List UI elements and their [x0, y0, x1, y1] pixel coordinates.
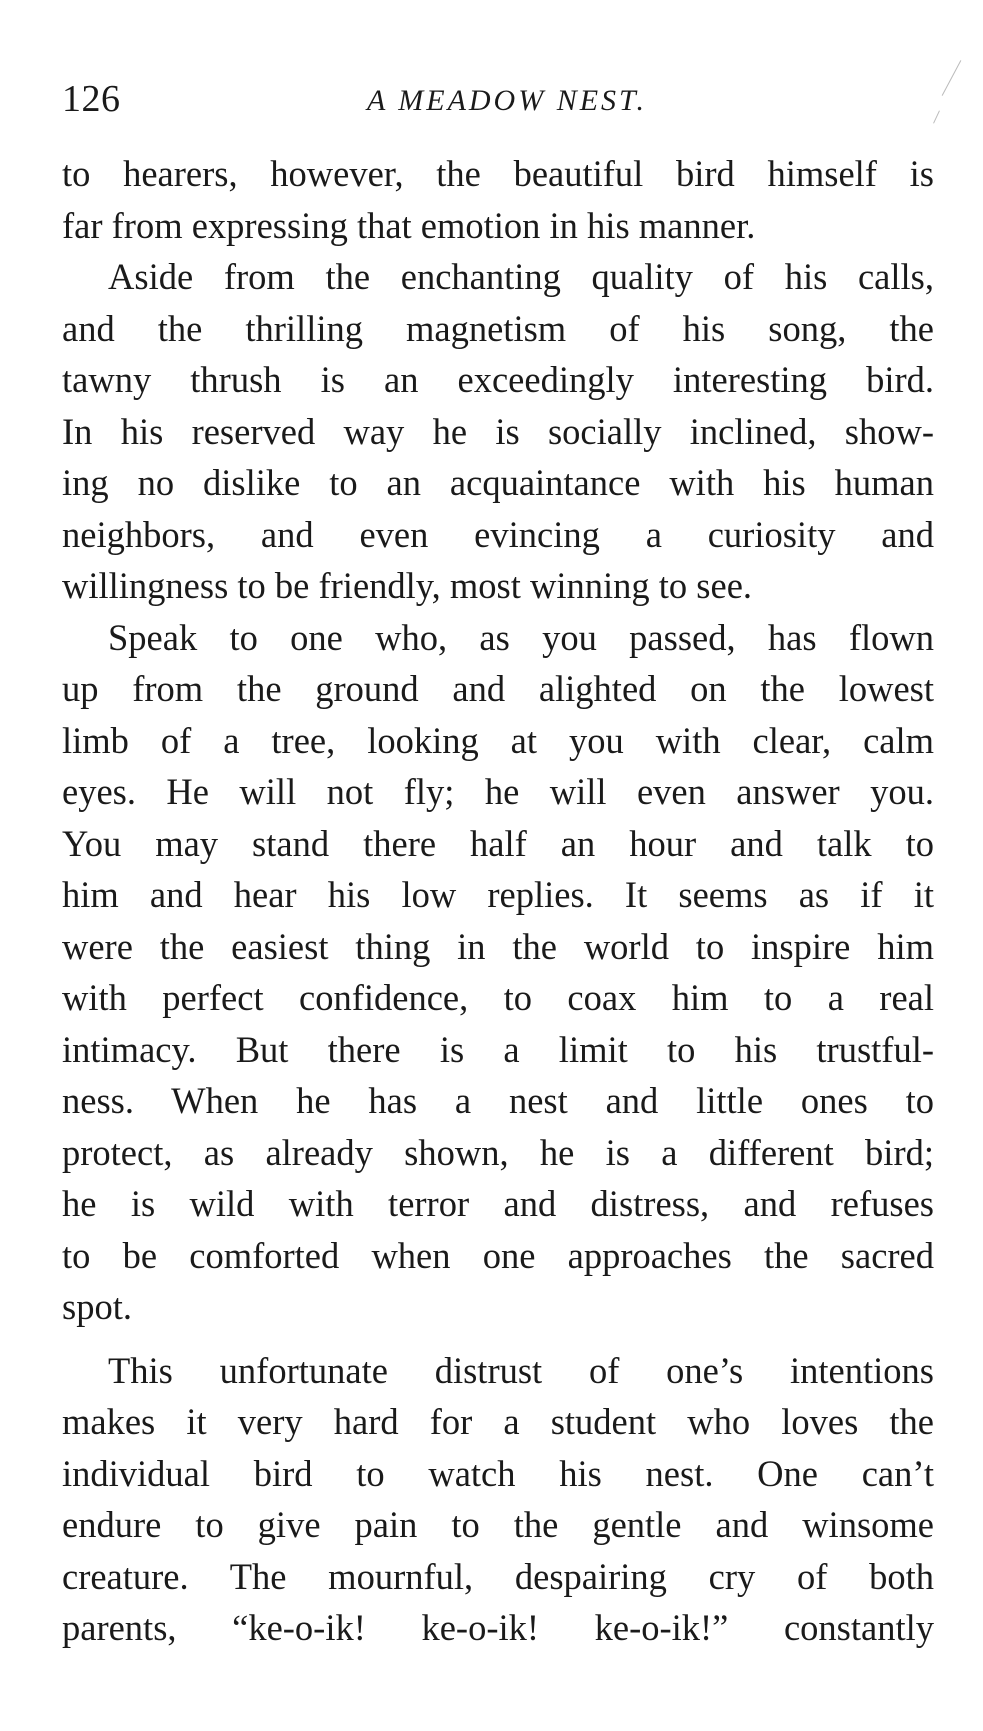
text-line: to hearers, however, the beautiful bird himself is [62, 153, 934, 194]
text-line: parents, “ke-o-ik! ke-o-ik! ke-o-ik!” constantly [62, 1607, 934, 1648]
text-line: endure to give pain to the gentle and winsome [62, 1504, 934, 1545]
text-line: with perfect confidence, to coax him to a real [62, 977, 934, 1018]
page-header [62, 74, 942, 124]
text-line: In his reserved way he is socially inclined, show- [62, 410, 934, 452]
paragraph-4 [62, 1345, 934, 1654]
page-number: 126 [62, 78, 121, 120]
text-line: protect, as already shown, he is a different bird; [62, 1131, 934, 1173]
text-line: spot. [62, 1286, 132, 1327]
text-line: makes it very hard for a student who loves the [62, 1401, 934, 1442]
text-line: creature. The mournful, despairing cry of both [62, 1555, 934, 1597]
text-line: You may stand there half an hour and talk to [62, 822, 934, 864]
text-line: neighbors, and even evincing a curiosity and [62, 513, 934, 555]
text-line: eyes. He will not fly; he will even answer you. [62, 771, 934, 812]
text-line: This unfortunate distrust of one’s intentions [108, 1349, 934, 1391]
text-line: and the thrilling magnetism of his song, the [62, 307, 934, 349]
paragraph-spacer [62, 1333, 934, 1345]
text-line: were the easiest thing in the world to inspire him [62, 925, 934, 967]
text-line: individual bird to watch his nest. One can’t [62, 1452, 934, 1494]
text-line: intimacy. But there is a limit to his trustful- [62, 1028, 934, 1070]
body-text [62, 148, 934, 1654]
paragraph-2 [62, 251, 934, 612]
text-line: up from the ground and alighted on the lowest [62, 668, 934, 709]
text-line: willingness to be friendly, most winning to see. [62, 565, 753, 606]
text-line: limb of a tree, looking at you with clear, calm [62, 719, 934, 761]
paragraph-3 [62, 612, 934, 1333]
running-title: A MEADOW NEST. [366, 84, 648, 117]
text-line: ing no dislike to an acquaintance with his human [62, 462, 934, 503]
text-line: he is wild with terror and distress, and refuses [62, 1183, 934, 1224]
text-line: him and hear his low replies. It seems as if it [62, 874, 934, 915]
text-line: ness. When he has a nest and little ones to [62, 1080, 934, 1121]
scan-mark [942, 60, 962, 96]
text-line: Speak to one who, as you passed, has flown [108, 616, 934, 658]
text-line: far from expressing that emotion in his manner. [62, 204, 756, 246]
text-line: Aside from the enchanting quality of his calls, [108, 256, 934, 297]
text-line: tawny thrush is an exceedingly interesting bird. [62, 359, 934, 400]
paragraph-1 [62, 148, 934, 251]
text-line: to be comforted when one approaches the sacred [62, 1234, 934, 1276]
